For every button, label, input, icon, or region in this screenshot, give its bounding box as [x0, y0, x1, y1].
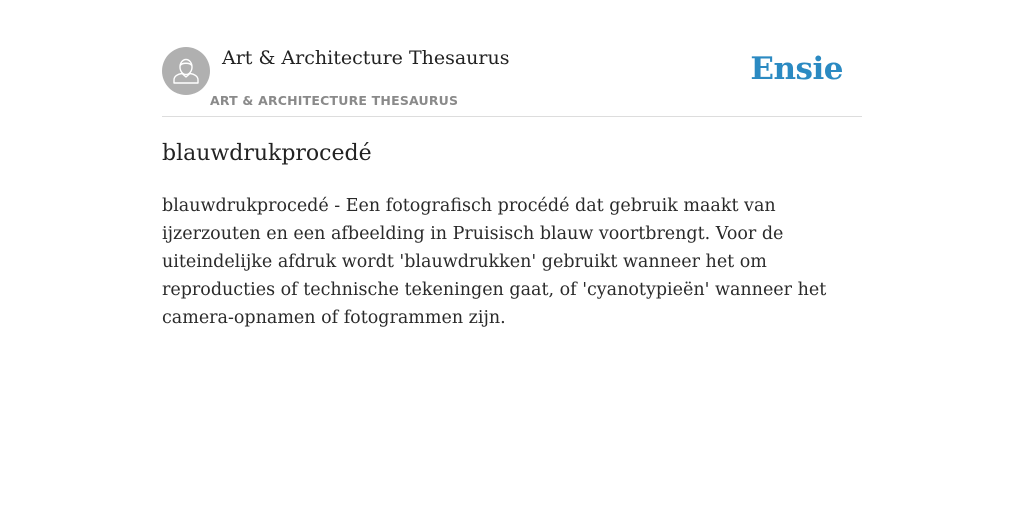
ensie-logo[interactable]: Ensie	[750, 51, 843, 87]
source-label: ART & ARCHITECTURE THESAURUS	[210, 93, 459, 108]
author-avatar[interactable]	[162, 47, 210, 95]
page-container	[162, 0, 862, 328]
entry-title: blauwdrukprocedé	[162, 141, 372, 166]
entry-definition: blauwdrukprocedé - Een fotografisch procédé dat gebruik maakt van ijzerzouten en een afbeelding in Pruisisch blauw voortbrengt. Voor de uiteindelijke afdruk wordt 'blauwdrukken' gebruikt wanneer het om reproducties of technische tekeningen gaat, of 'cyanotypieën' wanneer het camera-opnamen of fotogrammen zijn.	[162, 196, 827, 328]
user-silhouette-icon	[162, 47, 210, 95]
entry-header	[162, 0, 862, 117]
author-name-link[interactable]: Art & Architecture Thesaurus	[222, 47, 510, 69]
